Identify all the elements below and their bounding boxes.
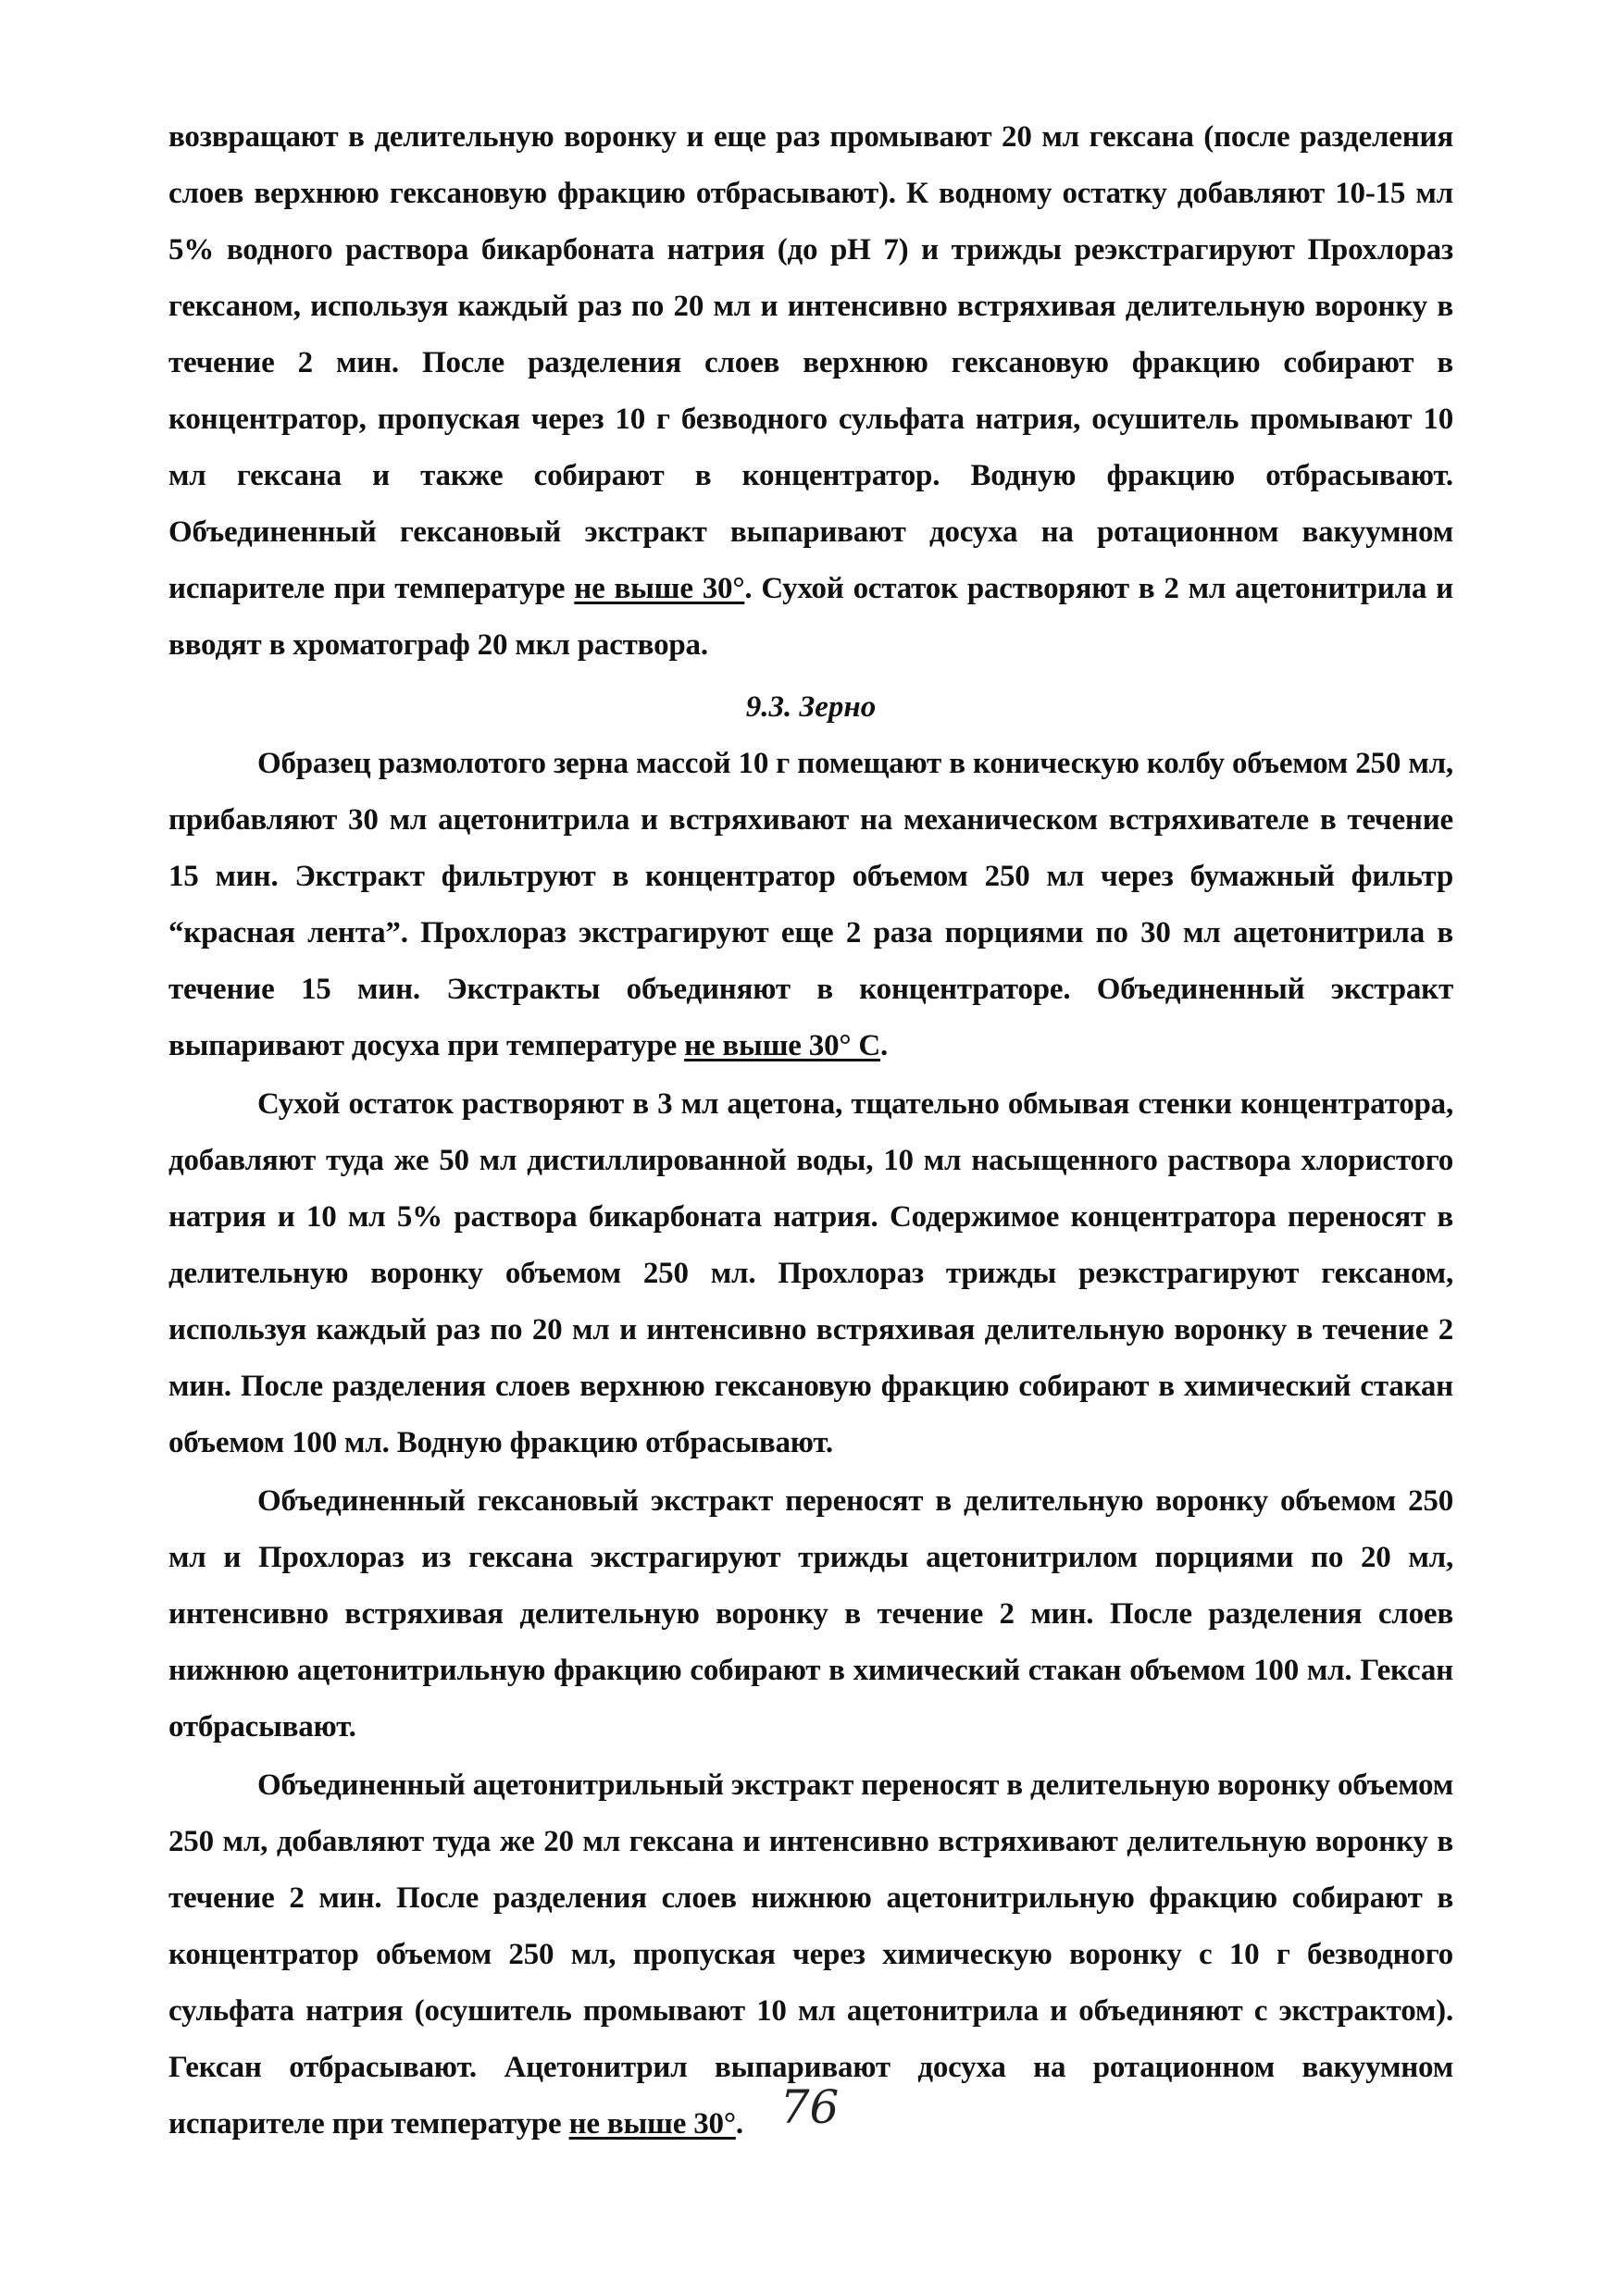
paragraph-5-underlined: не выше 30° [568,2107,736,2141]
paragraph-1 [168,109,1453,674]
paragraph-5-text: Объединенный ацетонитрильный экстракт переносят в делительную воронку объемом 250 мл, добавляют туда же 20 мл гексана и интенсивно встряхивают делительную воронку в течение 2 мин. После разделения слоев нижнюю ацетонитрильную фракцию собирают в концентратор объемом 250 мл, пропуская через химическую воронку с 10 г безводного сульфата натрия (осушитель промывают 10 мл ацетонитрила и объединяют с экстрактом). Гексан отбрасывают. Ацетонитрил выпаривают досуха на ротационном вакуумном испарителе при температуре [168,1769,1453,2141]
paragraph-2 [168,736,1453,1074]
paragraph-2-text: Образец размолотого зерна массой 10 г помещают в коническую колбу объемом 250 мл, прибавляют 30 мл ацетонитрила и встряхивают на механическом встряхивателе в течение 15 мин. Экстракт фильтруют в концентратор объемом 250 мл через бумажный фильтр “красная лента”. Прохлораз экстрагируют еще 2 раза порциями по 30 мл ацетонитрила в течение 15 мин. Экстракты объединяют в концентраторе. Объединенный экстракт выпаривают досуха при температуре [168,747,1453,1062]
paragraph-4: Объединенный гексановый экстракт переносят в делительную воронку объемом 250 мл и Прохлораз из гексана экстрагируют трижды ацетонитрилом порциями по 20 мл, интенсивно встряхивая делительную воронку в течение 2 мин. После разделения слоев нижнюю ацетонитрильную фракцию собирают в химический стакан объемом 100 мл. Гексан отбрасывают. [168,1484,1453,1744]
paragraph-1-tail: . Сухой остаток растворяют в 2 мл ацетонитрила и вводят в хроматограф 20 мкл раствора. [168,572,1453,662]
paragraph-2-tail: . [880,1029,889,1062]
paragraph-3: Сухой остаток растворяют в 3 мл ацетона, тщательно обмывая стенки концентратора, добавляют туда же 50 мл дистиллированной воды, 10 мл насыщенного раствора хлористого натрия и 10 мл 5% раствора бикарбоната натрия. Содержимое концентратора переносят в делительную воронку объемом 250 мл. Прохлораз трижды реэкстрагируют гексаном, используя каждый раз по 20 мл и интенсивно встряхивая делительную воронку в течение 2 мин. После разделения слоев верхнюю гексановую фракцию собирают в химический стакан объемом 100 мл. Водную фракцию отбрасывают. [168,1087,1453,1459]
paragraph-1-underlined: не выше 30° [574,572,745,605]
paragraph-2-underlined: не выше 30° С [684,1029,881,1062]
section-heading: 9.3. Зерно [745,690,877,724]
document-page [168,109,1453,2153]
paragraph-5-tail: . [735,2107,743,2141]
page-number: 76 [779,2080,840,2134]
paragraph-1-text: возвращают в делительную воронку и еще раз промывают 20 мл гексана (после разделения слоев верхнюю гексановую фракцию отбрасывают). К водному остатку добавляют 10-15 мл 5% водного раствора бикарбоната натрия (до pH 7) и трижды реэкстрагируют Прохлораз гексаном, используя каждый раз по 20 мл и интенсивно встряхивая делительную воронку в течение 2 мин. После разделения слоев верхнюю гексановую фракцию собирают в концентратор, пропуская через 10 г безводного сульфата натрия, осушитель промывают 10 мл гексана и также собирают в концентратор. Водную фракцию отбрасывают. Объединенный гексановый экстракт выпаривают досуха на ротационном вакуумном испарителе при температуре [168,120,1453,605]
